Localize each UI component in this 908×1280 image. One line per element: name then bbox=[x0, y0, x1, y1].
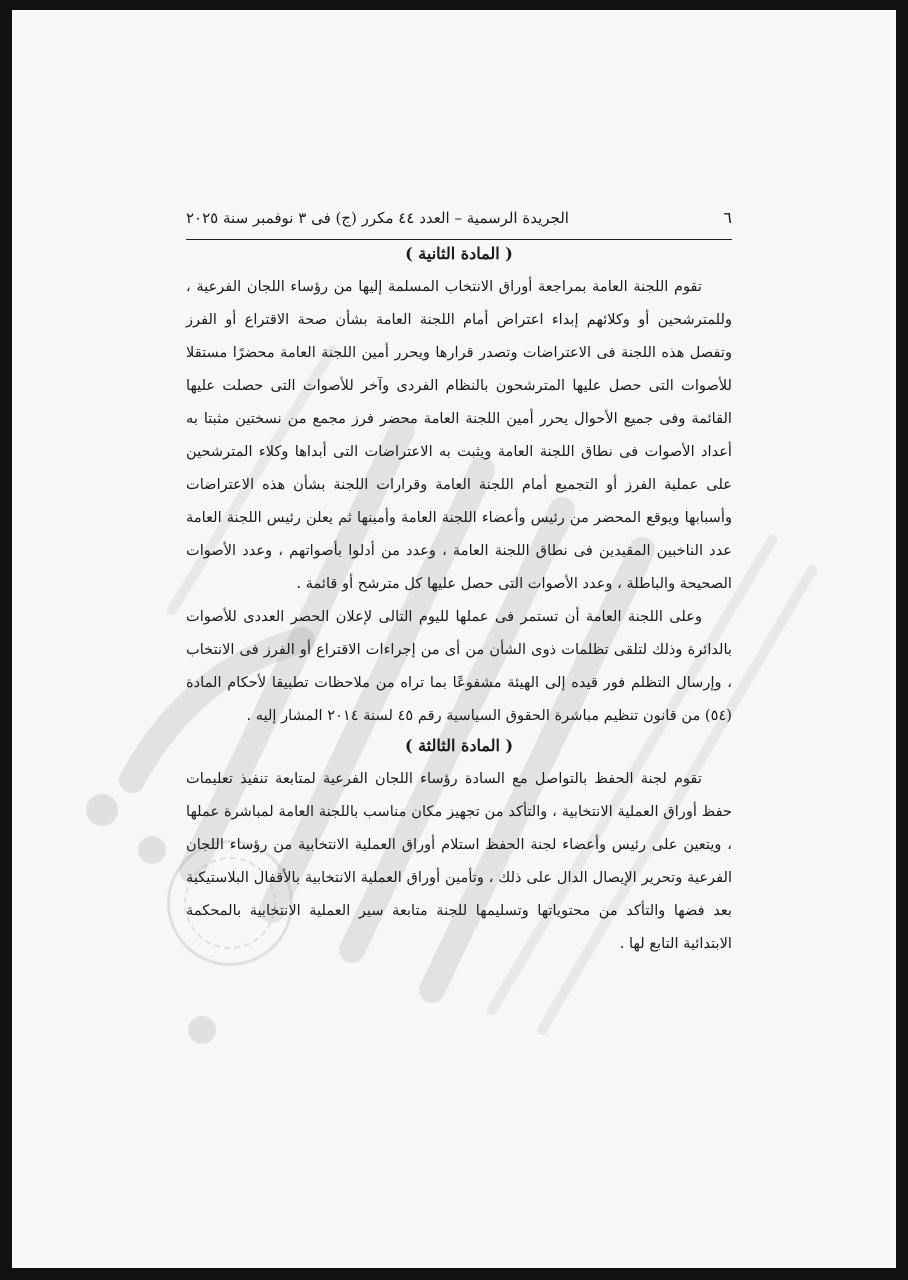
gazette-issue-title: الجريدة الرسمية – العدد ٤٤ مكرر (ج) فى ٣ نوفمبر سنة ٢٠٢٥ bbox=[186, 209, 569, 227]
page-number: ٦ bbox=[723, 208, 732, 227]
article-two-paragraph-1: تقوم اللجنة العامة بمراجعة أوراق الانتخاب المسلمة إليها من رؤساء اللجان الفرعية ، وللمترشحين أو وكلائهم إبداء اعتراض أمام اللجنة العامة بشأن صحة الاقتراع أو الفرز وتفصل هذه اللجنة فى الاعتراضات وتصدر قرارها ويحرر أمين اللجنة العامة محضرًا مستقلا للأصوات التى حصل عليها المترشحون بالنظام الفردى وآخر للأصوات التى حصلت عليها القائمة وفى جميع الأحوال يحرر أمين اللجنة العامة محضر فرز مجمع من نسختين مثبتا به أعداد الأصوات فى نطاق اللجنة العامة ويثبت به الاعتراضات التى أبداها وكلاء المترشحين على عملية الفرز أو التجميع أمام اللجنة العامة وقرارات اللجنة بشأن هذه الاعتراضات وأسبابها ويوقع المحضر من رئيس وأعضاء اللجنة العامة وأمينها ثم يعلن رئيس اللجنة العامة عدد الناخبين المقيدين فى نطاق اللجنة العامة ، وعدد من أدلوا بأصواتهم ، وعدد الأصوات الصحيحة والباطلة ، وعدد الأصوات التى حصل عليها كل مترشح أو قائمة . bbox=[186, 278, 732, 592]
running-header bbox=[186, 208, 732, 240]
article-three-paragraph-1: تقوم لجنة الحفظ بالتواصل مع السادة رؤساء اللجان الفرعية لمتابعة تنفيذ تعليمات حفظ أوراق العملية الانتخابية ، والتأكد من تجهيز مكان مناسب باللجنة العامة لمباشرة عملها ، ويتعين على رئيس وأعضاء لجنة الحفظ استلام أوراق العملية الانتخابية من رؤساء اللجان الفرعية وتحرير الإيصال الدال على ذلك ، وتأمين أوراق العملية الانتخابية بالأقفال البلاستيكية بعد فضها والتأكد من محتوياتها وتسليمها للجنة متابعة سير العملية الانتخابية بالمحكمة الابتدائية التابع لها . bbox=[186, 770, 732, 952]
article-two-paragraph-2: وعلى اللجنة العامة أن تستمر فى عملها لليوم التالى لإعلان الحصر العددى للأصوات بالدائرة وذلك لتلقى تظلمات ذوى الشأن من أى من إجراءات الاقتراع أو الفرز فى الانتخاب ، وإرسال التظلم فور قيده إلى الهيئة مشفوعًا بما تراه من ملاحظات تطبيقا لأحكام المادة (٥٤) من قانون تنظيم مباشرة الحقوق السياسية رقم ٤٥ لسنة ٢٠١٤ المشار إليه . bbox=[186, 608, 732, 724]
page-content bbox=[186, 208, 732, 960]
gazette-page bbox=[12, 10, 896, 1268]
article-three-title: ( المادة الثالثة ) bbox=[404, 736, 514, 755]
article-two-title: ( المادة الثانية ) bbox=[405, 244, 513, 263]
